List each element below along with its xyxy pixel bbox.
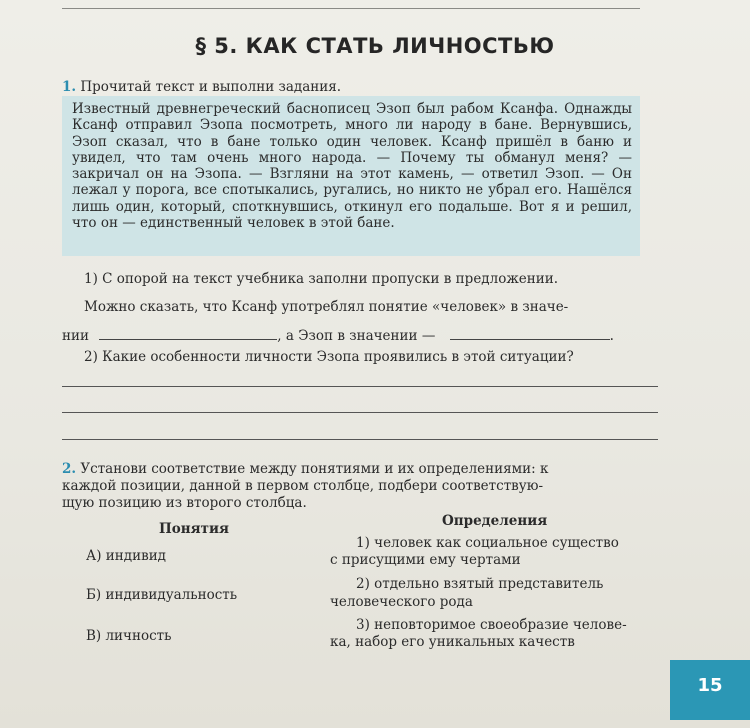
concept-b: Б) индивидуальность <box>86 587 238 603</box>
task1-heading <box>62 79 341 96</box>
page-title: § 5. КАК СТАТЬ ЛИЧНОСТЬЮ <box>195 34 555 58</box>
reading-text-box <box>62 96 640 256</box>
concepts-column-header: Понятия <box>159 521 229 537</box>
q1-line3-start: нии <box>62 328 89 344</box>
q2-text: 2) Какие особенности личности Эзопа проявились в этой ситуации? <box>84 349 574 365</box>
task2-number: 2. <box>62 461 77 477</box>
concept-a: А) индивид <box>86 548 166 564</box>
definition-2-line2: человеческого рода <box>330 594 473 610</box>
task2-heading-text: Установи соответствие между понятиями и их определениями: к <box>80 461 549 477</box>
task2-heading-line3: щую позицию из второго столбца. <box>62 495 307 511</box>
definitions-column-header: Определения <box>442 513 548 529</box>
answer-line-1[interactable] <box>62 386 658 387</box>
task1-number: 1. <box>62 79 77 95</box>
q1-line1: 1) С опорой на текст учебника заполни пропуски в предложении. <box>84 271 559 287</box>
q1-line3-middle: , а Эзоп в значении — <box>277 328 436 344</box>
definition-2-line1: 2) отдельно взятый представитель <box>356 576 604 592</box>
top-rule <box>62 8 640 9</box>
definition-3-line2: ка, набор его уникальных качеств <box>330 634 575 650</box>
task1-heading-text: Прочитай текст и выполни задания. <box>80 79 342 95</box>
blank-answer-1[interactable] <box>99 327 277 340</box>
q1-line3 <box>62 327 614 345</box>
definition-1-line2: с присущими ему чертами <box>330 552 521 568</box>
definition-1-line1: 1) человек как социальное существо <box>356 535 619 551</box>
answer-line-2[interactable] <box>62 412 658 413</box>
blank-answer-2[interactable] <box>450 327 610 340</box>
definition-3-line1: 3) неповторимое своеобразие челове- <box>356 617 627 633</box>
page-number-badge: 15 <box>670 660 750 720</box>
task2-heading-line1 <box>62 461 548 478</box>
answer-line-3[interactable] <box>62 439 658 440</box>
reading-text: Известный древнегреческий баснописец Эзоп был рабом Ксанфа. Однажды Ксанф отправил Эзопа посмотреть, много ли народу в бане. Вернувшись, Эзоп сказал, что в бане только один человек. Ксанф пришёл в баню и увидел, что там очень много народа. — Почему ты обманул меня? — закричал он на Эзопа. — Взгляни на этот камень, — ответил Эзоп. — Он лежал у порога, все спотыкались, ругались, но никто не убрал его. Нашёлся лишь один, который, споткнувшись, откинул его подальше. Вот я и решил, что он — единственный человек в этой бане. <box>72 101 632 232</box>
task2-heading-line2: каждой позиции, данной в первом столбце, подбери соответствую- <box>62 478 544 494</box>
concept-c: В) личность <box>86 628 172 644</box>
q1-line3-end: . <box>609 328 614 344</box>
q1-line2: Можно сказать, что Ксанф употреблял понятие «человек» в значе- <box>84 299 569 315</box>
